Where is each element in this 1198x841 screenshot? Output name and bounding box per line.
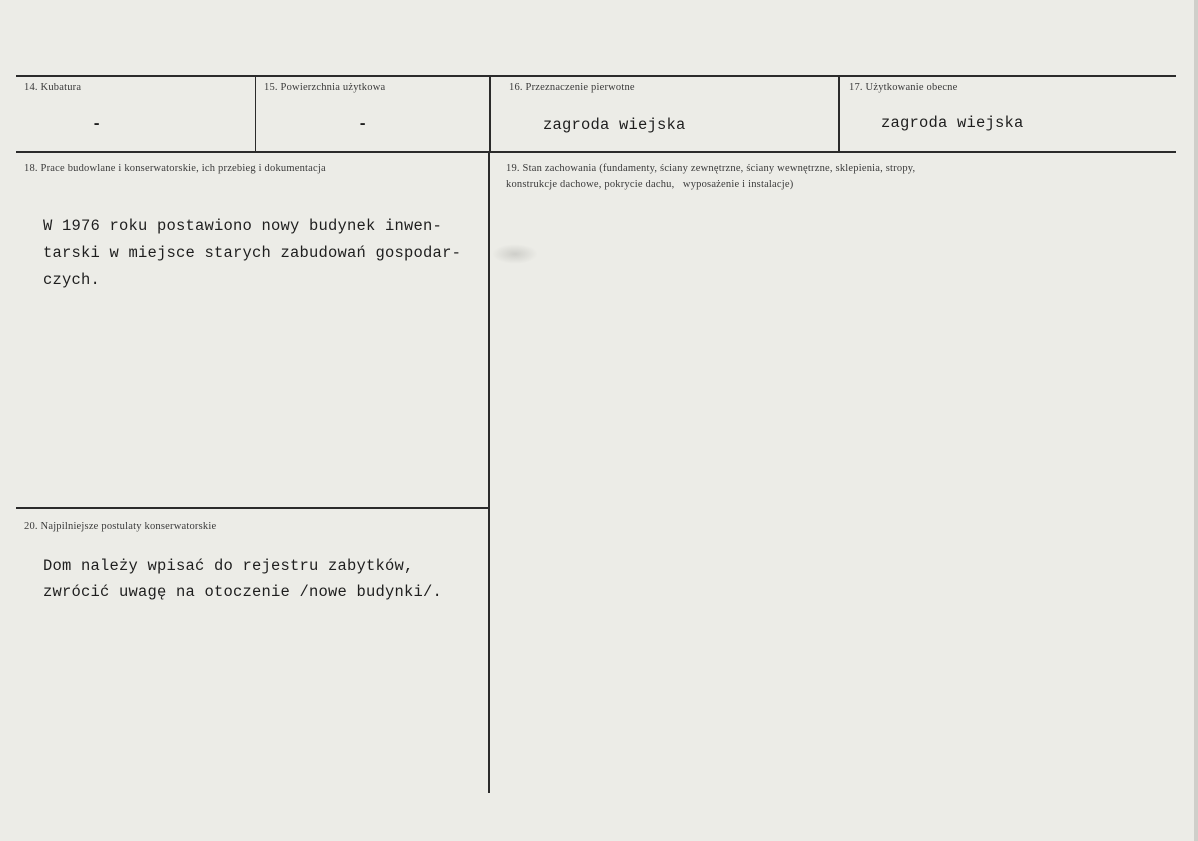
field-20-label: 20. Najpilniejsze postulaty konserwatorskie	[24, 521, 217, 532]
divider-16-17	[838, 77, 840, 151]
field-18-line: tarski w miejsce starych zabudowań gospodar-	[43, 244, 462, 262]
card-edge	[1194, 0, 1198, 841]
field-17-value: zagroda wiejska	[881, 114, 1024, 132]
field-18-label: 18. Prace budowlane i konserwatorskie, ich przebieg i dokumentacja	[24, 163, 326, 174]
top-rule	[16, 75, 1176, 77]
field-16-value: zagroda wiejska	[543, 116, 686, 134]
section-20-rule	[16, 507, 488, 509]
field-20-line: Dom należy wpisać do rejestru zabytków,	[43, 557, 414, 575]
field-18-line: W 1976 roku postawiono nowy budynek inwen-	[43, 217, 443, 235]
divider-15-16	[489, 77, 491, 151]
field-14-value: -	[92, 115, 102, 133]
field-19-label-line-1: 19. Stan zachowania (fundamenty, ściany zewnętrzne, ściany wewnętrzne, sklepienia, stropy,	[506, 163, 916, 174]
field-16-label: 16. Przeznaczenie pierwotne	[509, 82, 635, 93]
field-20-line: zwrócić uwagę na otoczenie /nowe budynki/.	[43, 583, 443, 601]
field-19-label-line-2: konstrukcje dachowe, pokrycie dachu, wyposażenie i instalacje)	[506, 179, 794, 190]
field-15-value: -	[358, 115, 368, 133]
field-17-label: 17. Użytkowanie obecne	[849, 82, 958, 93]
field-18-text	[43, 213, 461, 294]
field-18-line: czych.	[43, 271, 101, 289]
field-14-label: 14. Kubatura	[24, 82, 82, 93]
field-15-label: 15. Powierzchnia użytkowa	[264, 82, 386, 93]
paper-smudge	[492, 244, 538, 264]
divider-14-15	[255, 77, 256, 151]
divider-main-column	[488, 153, 490, 793]
row-rule	[16, 151, 1176, 153]
field-20-text	[43, 553, 442, 605]
